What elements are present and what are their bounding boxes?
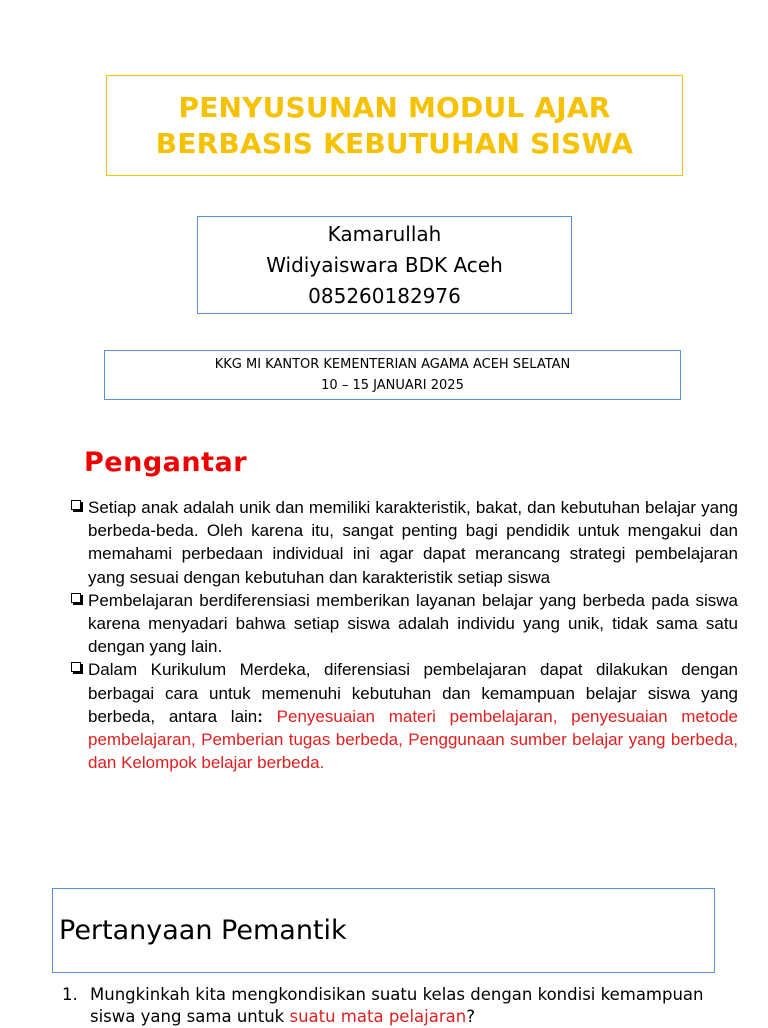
author-name: Kamarullah	[327, 221, 442, 246]
event-name: KKG MI KANTOR KEMENTERIAN AGAMA ACEH SELATAN	[214, 357, 571, 372]
bullet-highlight-text: Penyesuaian materi pembelajaran, penyesuaian metode pembelajaran, Pemberian tugas berbeda, Penggunaan sumber belajar yang berbeda, dan Kelompok belajar berbeda.	[88, 706, 739, 773]
bullet-lead-text: Dalam Kurikulum Merdeka, diferensiasi pembelajaran dapat dilakukan dengan berbagai cara untuk memenuhi kebutuhan dan kemampuan belajar siswa yang berbeda, antara lain	[88, 660, 738, 726]
event-date: 10 – 15 JANUARI 2025	[321, 378, 464, 393]
list-item	[68, 589, 738, 659]
bullet-text	[88, 658, 738, 774]
author-box	[197, 216, 572, 314]
title-line-2: BERBASIS KEBUTUHAN SISWA	[155, 126, 634, 160]
event-box	[104, 350, 681, 400]
intro-heading: Pengantar	[84, 447, 248, 478]
checkbox-bullet-icon	[71, 662, 81, 672]
list-item	[68, 658, 738, 774]
questions-heading: Pertanyaan Pemantik	[59, 915, 347, 946]
question-lead-text: Mungkinkah kita mengkondisikan suatu kelas dengan kondisi kemampuan siswa yang sama untuk	[90, 985, 704, 1026]
author-role: Widiyaiswara BDK Aceh	[266, 252, 503, 277]
bullet-colon: :	[257, 706, 263, 726]
questions-heading-box	[52, 888, 715, 973]
intro-bullet-list	[68, 496, 738, 774]
question-text	[90, 984, 742, 1028]
list-item	[68, 496, 738, 589]
question-highlight: suatu mata pelajaran	[289, 1007, 467, 1026]
bullet-text: Setiap anak adalah unik dan memiliki karakteristik, bakat, dan kebutuhan belajar yang berbeda-beda. Oleh karena itu, sangat penting bagi pendidik untuk mengakui dan memahami perbedaan individual ini agar dapat merancang strategi pembelajaran yang sesuai dengan kebutuhan dan karakteristik setiap siswa	[88, 498, 738, 587]
title-box	[106, 75, 683, 176]
bullet-text: Pembelajaran berdiferensiasi memberikan layanan belajar yang berbeda pada siswa karena menyadari bahwa setiap siswa adalah individu yang unik, tidak sama satu dengan yang lain.	[88, 590, 738, 657]
question-end: ?	[466, 1007, 475, 1026]
checkbox-bullet-icon	[71, 593, 81, 603]
title-line-1: PENYUSUNAN MODUL AJAR	[178, 90, 611, 124]
question-number: 1.	[62, 985, 78, 1004]
checkbox-bullet-icon	[71, 500, 81, 510]
author-phone: 085260182976	[308, 283, 461, 308]
question-item	[62, 984, 742, 1028]
